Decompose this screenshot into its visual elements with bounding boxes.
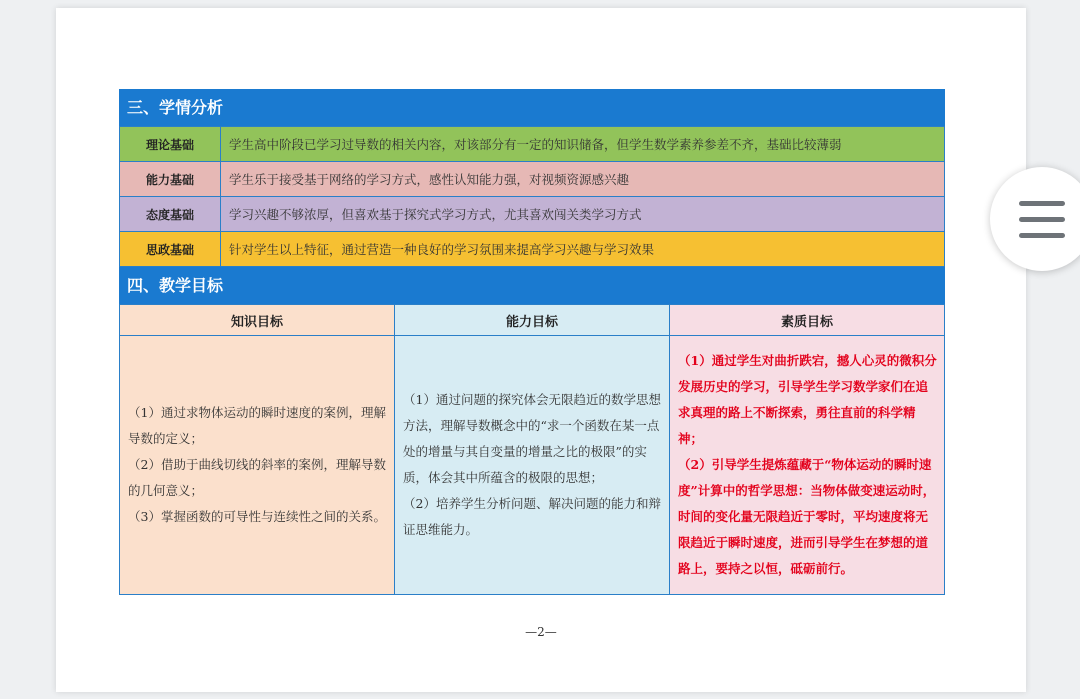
header-knowledge-goals: 知识目标 — [120, 305, 395, 336]
header-quality-goals: 素质目标 — [670, 305, 945, 336]
table-row — [120, 127, 945, 162]
knowledge-goals-cell — [120, 336, 395, 595]
section-header-teaching-goals: 四、教学目标 — [119, 267, 945, 304]
goals-content-row — [120, 336, 945, 595]
page-number: —2— — [525, 625, 557, 639]
quality-goal-item: （2）引导学生提炼蕴藏于“物体运动的瞬时速度”计算中的哲学思想：当物体做变速运动时，时间的变化量无限趋近于零时，平均速度将无限趋近于瞬时速度，进而引导学生在梦想的道路上，要持之以恒，砥砺前行。 — [678, 457, 936, 576]
header-ability-goals: 能力目标 — [395, 305, 670, 336]
knowledge-goal-item: （2）借助于曲线切线的斜率的案例，理解导数的几何意义； — [128, 457, 386, 498]
table-row — [120, 232, 945, 267]
quality-goals-cell — [670, 336, 945, 595]
ability-goal-item: （2）培养学生分析问题、解决问题的能力和辩证思维能力。 — [403, 496, 661, 537]
row-label: 能力基础 — [120, 162, 221, 197]
lesson-plan-content — [119, 89, 945, 595]
learner-analysis-table — [119, 126, 945, 267]
section-header-learner-analysis: 三、学情分析 — [119, 89, 945, 126]
row-text: 学生高中阶段已学习过导数的相关内容，对该部分有一定的知识储备，但学生数学素养参差不齐，基础比较薄弱 — [221, 127, 945, 162]
knowledge-goal-item: （1）通过求物体运动的瞬时速度的案例，理解导数的定义； — [128, 405, 386, 446]
row-label: 思政基础 — [120, 232, 221, 267]
goals-header-row — [120, 305, 945, 336]
row-text: 学生乐于接受基于网络的学习方式，感性认知能力强，对视频资源感兴趣 — [221, 162, 945, 197]
table-row — [120, 197, 945, 232]
row-label: 理论基础 — [120, 127, 221, 162]
ability-goal-item: （1）通过问题的探究体会无限趋近的数学思想方法，理解导数概念中的“求一个函数在某一点处的增量与其自变量的增量之比的极限”的实质，体会其中所蕴含的极限的思想； — [403, 392, 661, 485]
ability-goals-cell — [395, 336, 670, 595]
teaching-goals-table — [119, 304, 945, 595]
table-row — [120, 162, 945, 197]
row-text: 针对学生以上特征，通过营造一种良好的学习氛围来提高学习兴趣与学习效果 — [221, 232, 945, 267]
row-label: 态度基础 — [120, 197, 221, 232]
document-page — [56, 8, 1026, 692]
quality-goal-item: （1）通过学生对曲折跌宕，撼人心灵的微积分发展历史的学习，引导学生学习数学家们在追求真理的路上不断探索，勇往直前的科学精神； — [678, 353, 937, 446]
row-text: 学习兴趣不够浓厚，但喜欢基于探究式学习方式，尤其喜欢闯关类学习方式 — [221, 197, 945, 232]
knowledge-goal-item: （3）掌握函数的可导性与连续性之间的关系。 — [128, 509, 386, 524]
